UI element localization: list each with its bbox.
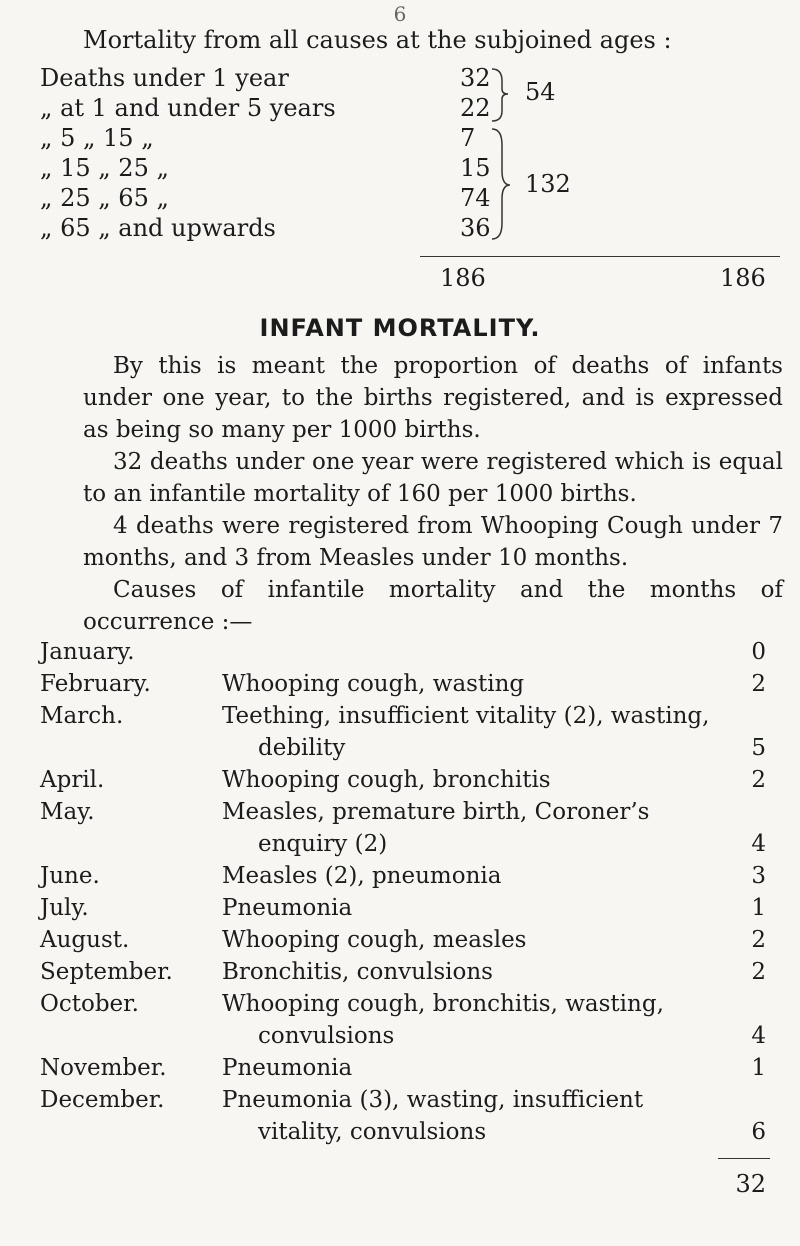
age-label: „ 65 „ and upwards — [40, 214, 276, 242]
cause-text-continued: convulsions — [258, 1023, 395, 1049]
age-count: 74 — [460, 184, 491, 212]
age-count: 15 — [460, 154, 491, 182]
total-right: 186 — [720, 264, 766, 292]
month-count: 2 — [751, 767, 766, 793]
month-label: October. — [40, 991, 139, 1017]
total-rule — [718, 1158, 770, 1159]
cause-text: Pneumonia (3), wasting, insufficient — [222, 1087, 644, 1113]
age-row — [40, 213, 500, 243]
age-label: „ 15 „ 25 „ — [40, 154, 169, 182]
paragraph: 4 deaths were registered from Whooping Cough under 7 months, and 3 from Measles under 10 months. — [83, 513, 783, 571]
brace-icon — [488, 63, 528, 245]
age-count: 22 — [460, 94, 491, 122]
age-row — [40, 153, 500, 183]
month-count: 1 — [751, 1055, 766, 1081]
age-label: „ 5 „ 15 „ — [40, 124, 154, 152]
month-count: 6 — [751, 1119, 766, 1145]
infant-total: 32 — [735, 1170, 766, 1198]
month-count: 5 — [751, 735, 766, 761]
month-label: January. — [40, 639, 135, 665]
month-label: February. — [40, 671, 151, 697]
group-total-over-5: 132 — [525, 170, 571, 198]
cause-text: Pneumonia — [222, 1055, 353, 1081]
cause-text: Bronchitis, convulsions — [222, 959, 493, 985]
month-label: September. — [40, 959, 173, 985]
month-label: August. — [40, 927, 130, 953]
month-count: 3 — [751, 863, 766, 889]
month-count: 0 — [751, 639, 766, 665]
month-label: December. — [40, 1087, 165, 1113]
total-left: 186 — [440, 264, 486, 292]
month-count: 2 — [751, 671, 766, 697]
cause-text: Measles (2), pneumonia — [222, 863, 502, 889]
mortality-title: Mortality from all causes at the subjoined ages : — [83, 26, 672, 54]
section-heading: INFANT MORTALITY. — [259, 314, 541, 342]
age-count: 32 — [460, 64, 491, 92]
group-total-under-5: 54 — [525, 78, 556, 106]
month-count: 1 — [751, 895, 766, 921]
month-count: 2 — [751, 927, 766, 953]
month-count: 4 — [751, 831, 766, 857]
age-label: „ at 1 and under 5 years — [40, 94, 336, 122]
age-row — [40, 63, 500, 93]
cause-text-continued: enquiry (2) — [258, 831, 388, 857]
age-row — [40, 123, 500, 153]
month-label: June. — [40, 863, 100, 889]
age-row — [40, 183, 500, 213]
month-label: November. — [40, 1055, 167, 1081]
total-rule — [420, 256, 780, 257]
age-label: „ 25 „ 65 „ — [40, 184, 169, 212]
cause-text-continued: vitality, convulsions — [258, 1119, 487, 1145]
cause-text: Whooping cough, bronchitis, wasting, — [222, 991, 664, 1017]
month-label: July. — [40, 895, 89, 921]
paragraph: By this is meant the proportion of deaths of infants under one year, to the births registered, and is expressed as being so many per 1000 births. — [83, 353, 783, 443]
month-label: March. — [40, 703, 124, 729]
cause-text: Whooping cough, bronchitis — [222, 767, 551, 793]
cause-text: Measles, premature birth, Coroner’s — [222, 799, 650, 825]
month-count: 2 — [751, 959, 766, 985]
age-count: 36 — [460, 214, 491, 242]
age-label: Deaths under 1 year — [40, 64, 289, 92]
cause-text: Pneumonia — [222, 895, 353, 921]
cause-text-continued: debility — [258, 735, 346, 761]
cause-text: Whooping cough, wasting — [222, 671, 525, 697]
age-row — [40, 93, 500, 123]
paragraph: 32 deaths under one year were registered which is equal to an infantile mortality of 160 per 1000 births. — [83, 449, 783, 507]
age-count: 7 — [460, 124, 476, 152]
month-count: 4 — [751, 1023, 766, 1049]
month-label: April. — [40, 767, 105, 793]
page-number: 6 — [393, 2, 407, 26]
paragraph: Causes of infantile mortality and the months of occurrence :— — [83, 577, 783, 635]
month-label: May. — [40, 799, 95, 825]
cause-text: Whooping cough, measles — [222, 927, 527, 953]
cause-text: Teething, insufficient vitality (2), wasting, — [222, 703, 710, 729]
